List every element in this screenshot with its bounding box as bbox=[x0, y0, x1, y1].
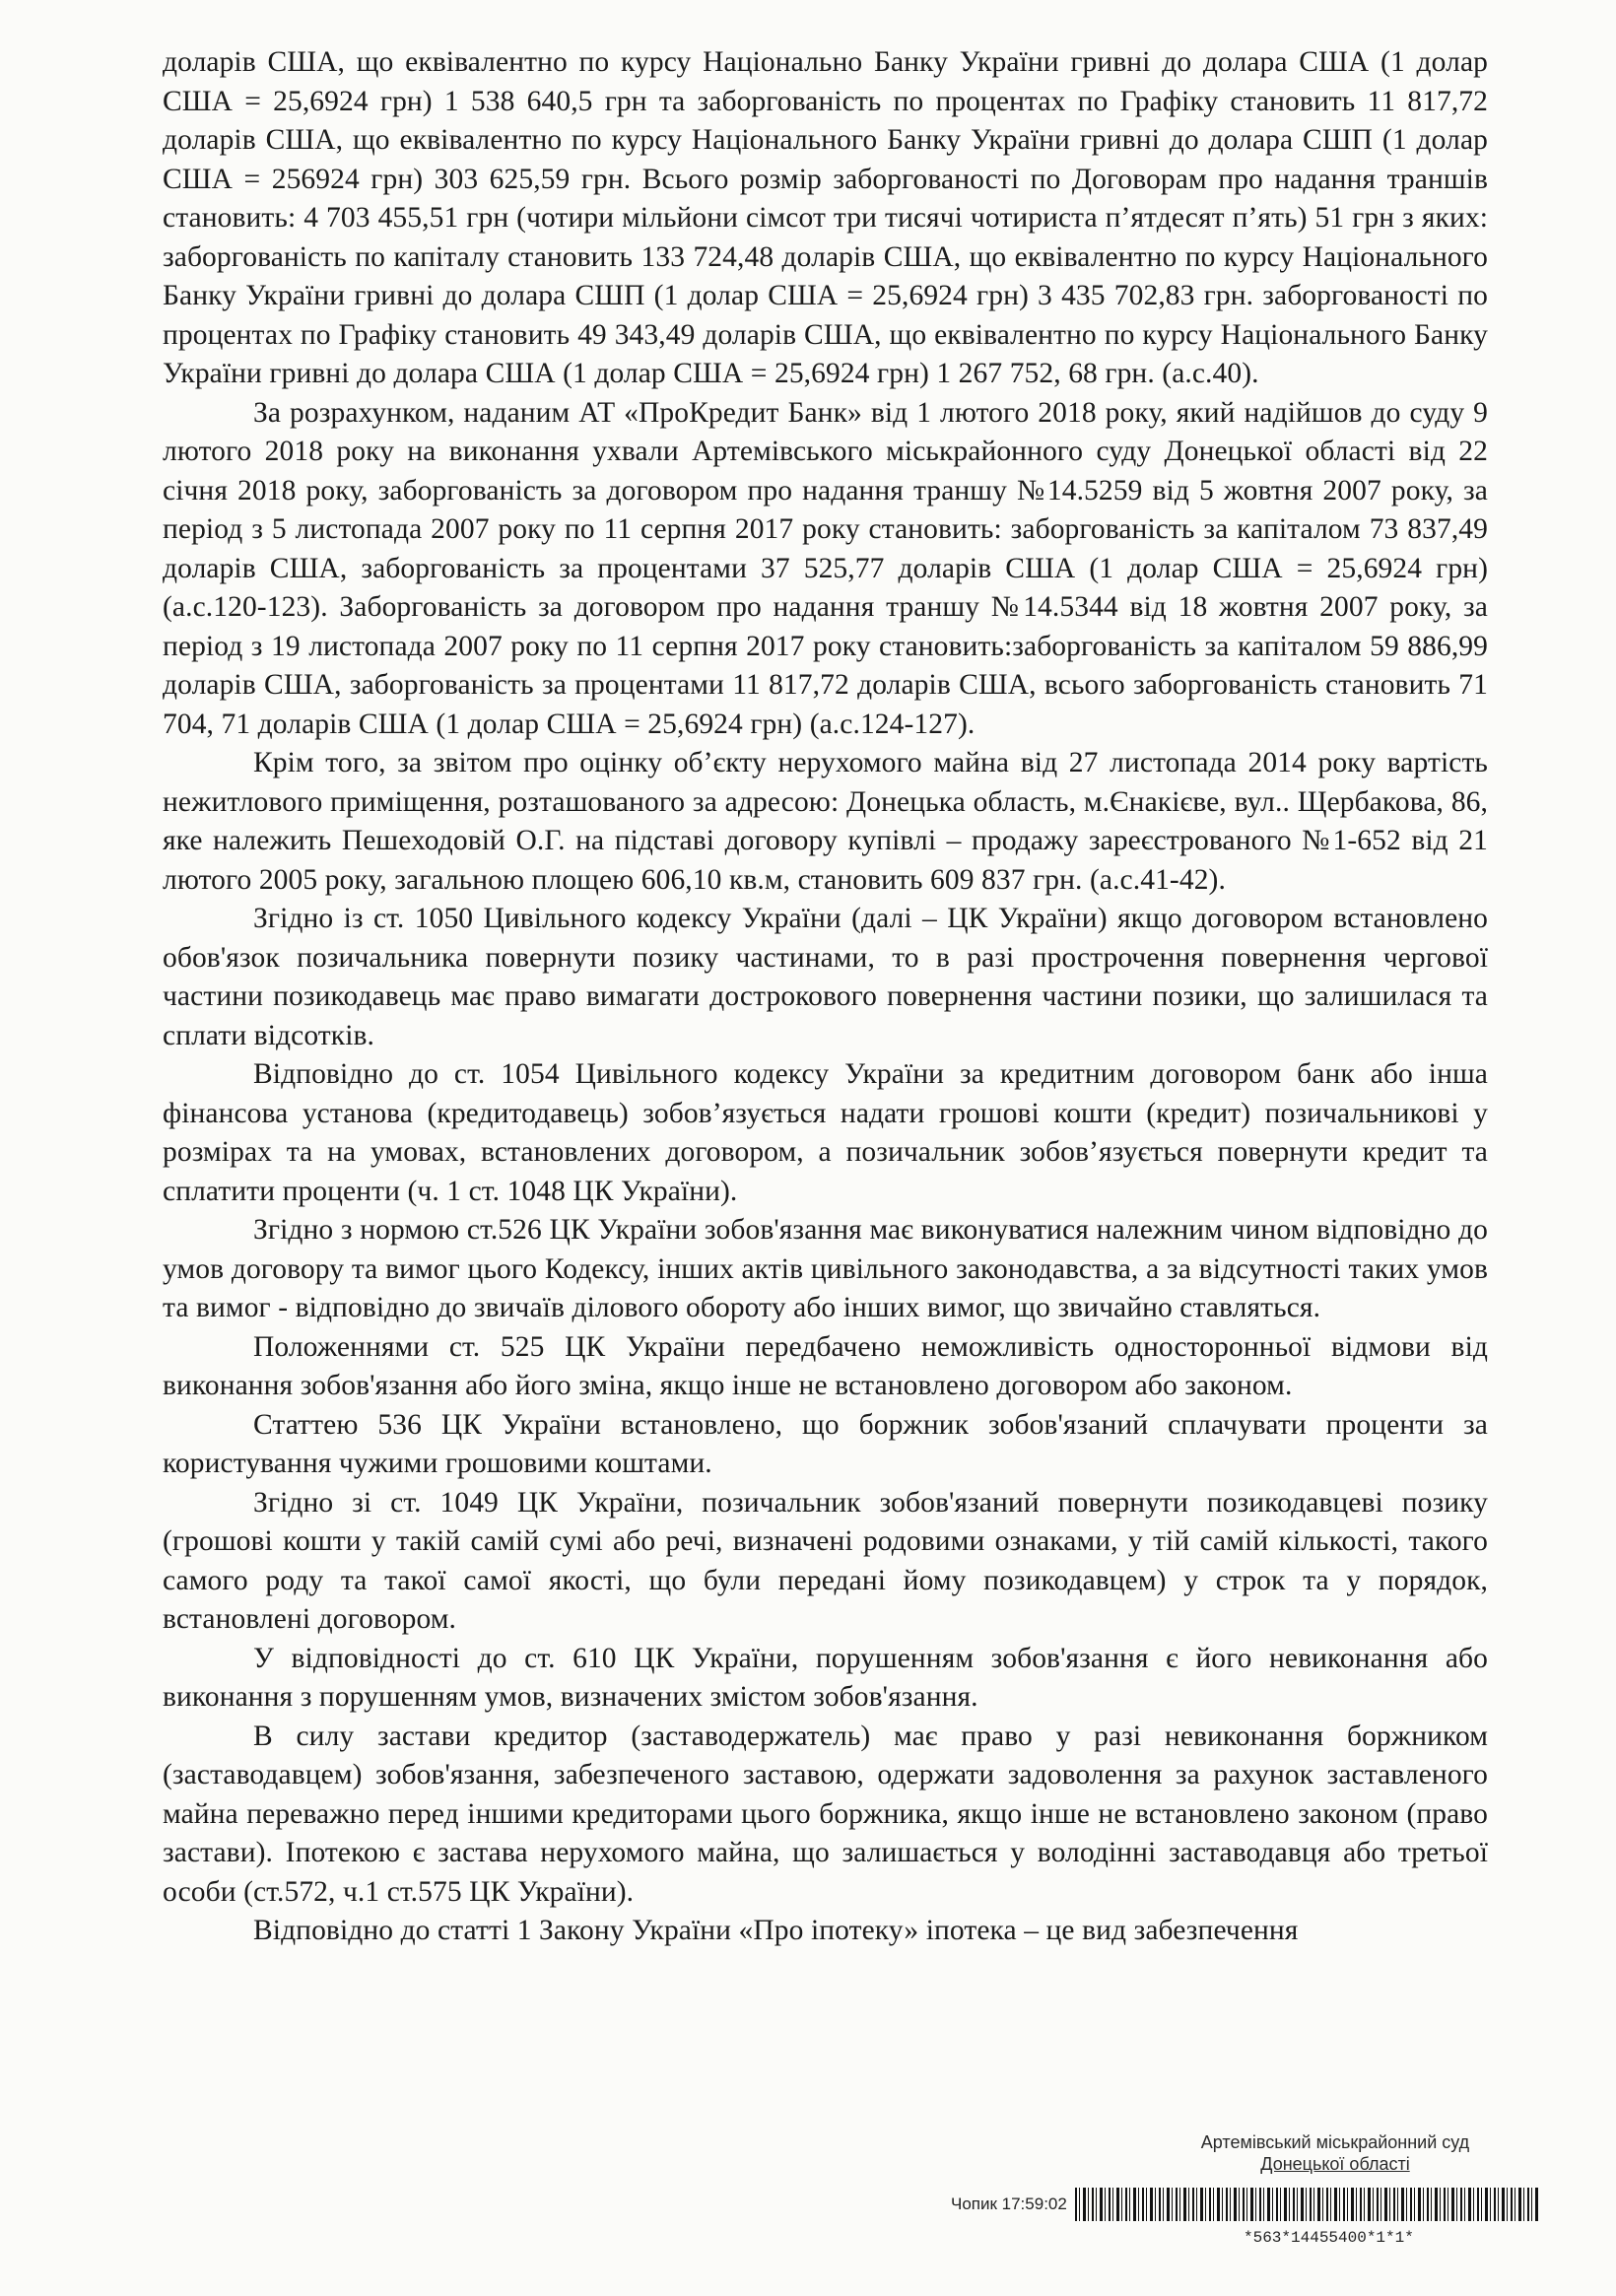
paragraph-7: Положеннями ст. 525 ЦК України передбачено неможливість односторонньої відмови від виконання зобов'язання або його зміна, якщо інше не встановлено договором або законом. bbox=[163, 1330, 1488, 1401]
barcode-code: *563*14455400*1*1* bbox=[1244, 2229, 1414, 2247]
document-body bbox=[163, 43, 1488, 1951]
operator-time: Чопик 17:59:02 bbox=[951, 2195, 1067, 2213]
paragraph-12: Відповідно до статті 1 Закону України «Про іпотеку» іпотека – це вид забезпечення bbox=[253, 1915, 1299, 1946]
paragraph-4: Згідно із ст. 1050 Цивільного кодексу України (далі – ЦК України) якщо договором встановлено обов'язок позичальника повернути позику частинами, то в разі прострочення повернення чергової частини позикодавець має право вимагати дострокового повернення частини позики, що залишилася та сплати відсотків. bbox=[163, 903, 1488, 1051]
paragraph-11: В силу застави кредитор (заставодержатель) має право у разі невиконання боржником (заставодавцем) зобов'язання, забезпеченого заставою, одержати задоволення за рахунок заставленого майна переважно перед іншими кредиторами цього боржника, якщо інше не встановлено законом (право застави). Іпотекою є застава нерухомого майна, що залишається у володінні заставодавця або третьої особи (ст.572, ч.1 ст.575 ЦК України). bbox=[163, 1720, 1488, 1908]
paragraph-5: Відповідно до ст. 1054 Цивільного кодексу України за кредитним договором банк або інша фінансова установа (кредитодавець) зобов’язується надати грошові кошти (кредит) позичальникові у розмірах та на умовах, встановлених договором, а позичальник зобов’язується повернути кредит та сплатити проценти (ч. 1 ст. 1048 ЦК України). bbox=[163, 1058, 1488, 1207]
paragraph-1: доларів США, що еквівалентно по курсу Національно Банку України гривні до долара США (1 долар США = 25,6924 грн) 1 538 640,5 грн та заборгованість по процентах по Графіку становить 11 817,72 доларів США, що еквівалентно по курсу Національного Банку України гривні до долара СШП (1 долар США = 256924 грн) 303 625,59 грн. Всього розмір заборгованості по Договорам про надання траншів становить: 4 703 455,51 грн (чотири мільйони сімсот три тисячі чотириста п’ятдесят п’ять) 51 грн з яких: заборгованість по капіталу становить 133 724,48 доларів США, що еквівалентно по курсу Національного Банку України гривні до долара СШП (1 долар США = 25,6924 грн) 3 435 702,83 грн. заборгованості по процентах по Графіку становить 49 343,49 доларів США, що еквівалентно по курсу Національного Банку України гривні до долара США (1 долар США = 25,6924 грн) 1 267 752, 68 грн. (а.с.40). bbox=[163, 46, 1488, 389]
paragraph-9: Згідно зі ст. 1049 ЦК України, позичальник зобов'язаний повернути позикодавцеві позику (грошові кошти у такій самій сумі або речі, визначені родовими ознаками, у тій самій кількості, такого самого роду та такої самої якості, що були передані йому позикодавцем) у строк та у порядок, встановлені договором. bbox=[163, 1486, 1488, 1635]
paragraph-2: За розрахунком, наданим АТ «ПроКредит Банк» від 1 лютого 2018 року, який надійшов до суду 9 лютого 2018 року на виконання ухвали Артемівського міськрайонного суду Донецької області від 22 січня 2018 року, заборгованість за договором про надання траншу №14.5259 від 5 жовтня 2007 року, за період з 5 листопада 2007 року по 11 серпня 2017 року становить: заборгованість за капіталом 73 837,49 доларів США, заборгованість за процентами 37 525,77 доларів США (1 долар США = 25,6924 грн) (а.с.120-123). Заборгованість за договором про надання траншу №14.5344 від 18 жовтня 2007 року, за період з 19 листопада 2007 року по 11 серпня 2017 року становить:заборгованість за капіталом 59 886,99 доларів США, заборгованість за процентами 11 817,72 доларів США, всього заборгованість становить 71 704, 71 доларів США (1 долар США = 25,6924 грн) (а.с.124-127). bbox=[163, 396, 1488, 740]
paragraph-6: Згідно з нормою ст.526 ЦК України зобов'язання має виконуватися належним чином відповідно до умов договору та вимог цього Кодексу, інших актів цивільного законодавства, а за відсутності таких умов та вимог - відповідно до звичаїв ділового обороту або інших вимог, що звичайно ставляться. bbox=[163, 1214, 1488, 1323]
court-name: Артемівський міськрайонний суд bbox=[1200, 2132, 1470, 2152]
barcode-row bbox=[951, 2182, 1538, 2227]
court-stamp bbox=[1133, 2131, 1537, 2175]
court-region: Донецької області bbox=[1260, 2154, 1410, 2174]
barcode-icon bbox=[1075, 2188, 1538, 2221]
paragraph-3: Крім того, за звітом про оцінку об’єкту нерухомого майна від 27 листопада 2014 року вартість нежитлового приміщення, розташованого за адресою: Донецька область, м.Єнакієве, вул.. Щербакова, 86, яке належить Пешеходовій О.Г. на підставі договору купівлі – продажу зареєстрованого №1-652 від 21 лютого 2005 року, загальною площею 606,10 кв.м, становить 609 837 грн. (а.с.41-42). bbox=[163, 747, 1488, 896]
paragraph-10: У відповідності до ст. 610 ЦК України, порушенням зобов'язання є його невиконання або виконання з порушенням умов, визначених змістом зобов'язання. bbox=[163, 1642, 1488, 1713]
paragraph-8: Статтею 536 ЦК України встановлено, що боржник зобов'язаний сплачувати проценти за користування чужими грошовими коштами. bbox=[163, 1408, 1488, 1479]
